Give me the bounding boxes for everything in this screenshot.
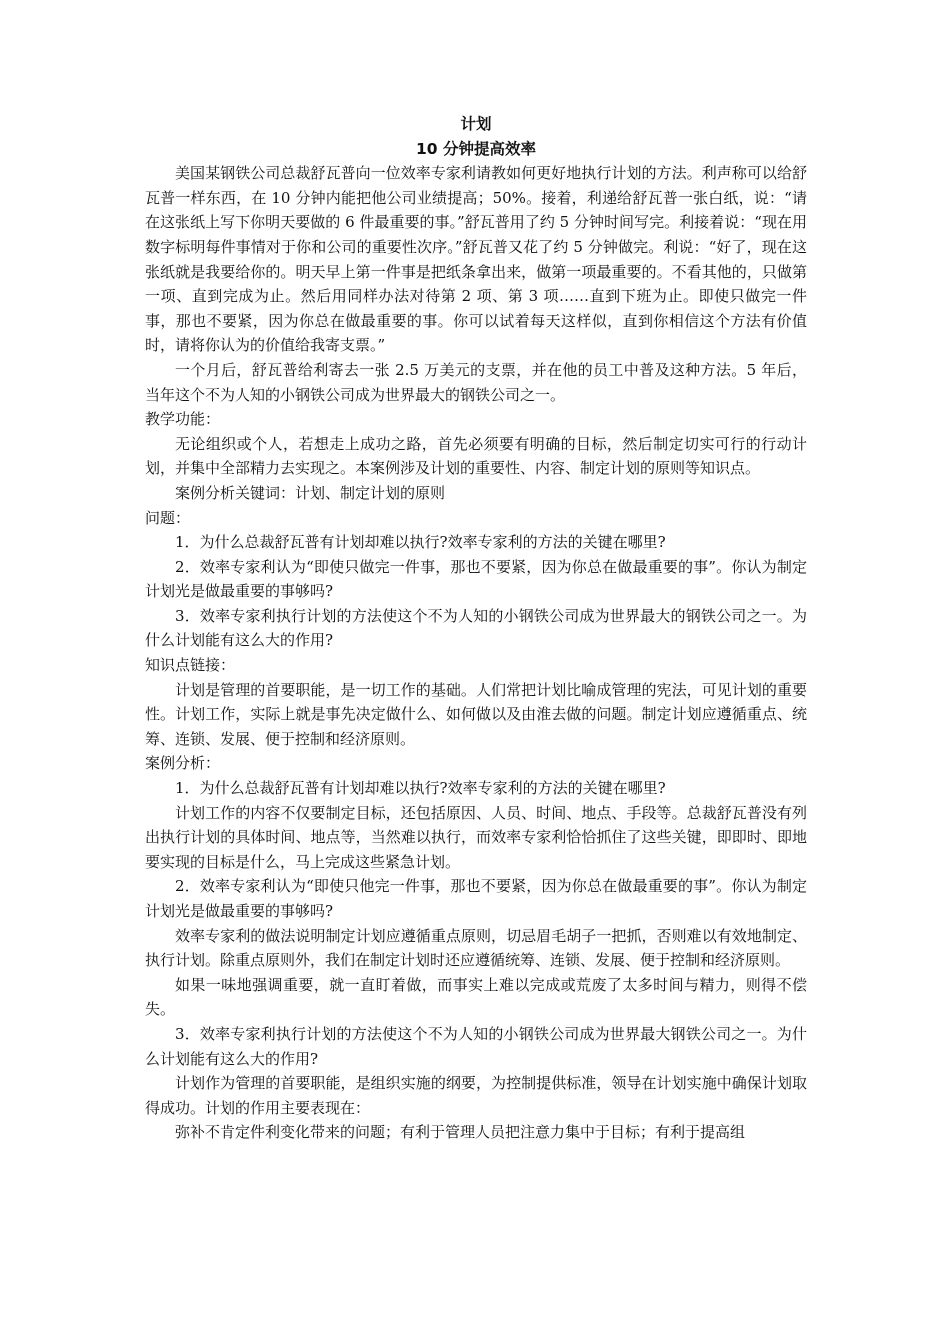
paragraph: 效率专家利的做法说明制定计划应遵循重点原则，切忌眉毛胡子一把抓，否则难以有效地制定、执行计划。除重点原则外，我们在制定计划时还应遵循统筹、连锁、发展、便于控制和经济原则。 <box>145 926 807 970</box>
paragraph: 如果一味地强调重要，就一直盯着做，而事实上难以完成或荒废了太多时间与精力，则得不偿失。 <box>145 975 807 1019</box>
paragraph: 1．为什么总裁舒瓦普有计划却难以执行?效率专家利的方法的关键在哪里? <box>175 779 666 798</box>
section-heading: 问题： <box>145 508 191 527</box>
paragraph: 一个月后，舒瓦普给利寄去一张 2.5 万美元的支票，并在他的员工中普及这种方法。5 年后，当年这个不为人知的小钢铁公司成为世界最大的钢铁公司之一。 <box>145 360 807 404</box>
paragraph: 计划是管理的首要职能，是一切工作的基础。人们常把计划比喻成管理的宪法，可见计划的重要性。计划工作，实际上就是事先决定做什么、如何做以及由淮去做的问题。制定计划应遵循重点、统筹、连锁、发展、便于控制和经济原则。 <box>145 680 807 748</box>
document-subtitle: 10 分钟提高效率 <box>416 139 536 158</box>
paragraph: 3．效率专家利执行计划的方法使这个不为人知的小钢铁公司成为世界最大的钢铁公司之一。为什么计划能有这么大的作用? <box>145 606 807 650</box>
paragraph: 案例分析关键词：计划、制定计划的原则 <box>175 483 446 502</box>
document-body <box>145 161 807 1145</box>
paragraph: 2．效率专家利认为“即使只他完一件事，那也不要紧，因为你总在做最重要的事”。你认为制定计划光是做最重要的事够吗? <box>145 877 807 920</box>
section-heading: 案例分析： <box>145 754 221 773</box>
paragraph: 2．效率专家利认为“即使只做完一件事，那也不要紧，因为你总在做最重要的事”。你认为制定计划光是做最重要的事够吗? <box>145 557 807 601</box>
paragraph: 计划工作的内容不仅要制定目标，还包括原因、人员、时间、地点、手段等。总裁舒瓦普没有列出执行计划的具体时间、地点等，当然难以执行，而效率专家利恰恰抓住了这些关键，即即时、即地要实现的目标是什么，马上完成这些紧急计划。 <box>145 803 807 871</box>
document-title: 计划 <box>460 115 492 133</box>
paragraph: 3．效率专家利执行计划的方法使这个不为人知的小钢铁公司成为世界最大钢铁公司之一。为什么计划能有这么大的作用? <box>145 1024 807 1068</box>
paragraph: 美国某钢铁公司总裁舒瓦普向一位效率专家利请教如何更好地执行计划的方法。利声称可以给舒瓦普一样东西，在 10 分钟内能把他公司业绩提高；50%。接着，利递给舒瓦普一张白纸，说：“请在这张纸上写下你明天要做的 6 件最重要的事。”舒瓦普用了约 5 分钟时间写完。利接着说：“现在用数字标明每件事情对于你和公司的重要性次序。”舒瓦普又花了约 5 分钟做完。利说：“好了，现在这张纸就是我要给你的。明天早上第一件事是把纸条拿出来，做第一项最重要的。不看其他的，只做第一项、直到完成为止。然后用同样办法对待第 2 项、第 3 项……直到下班为止。即使只做完一件事，那也不要紧，因为你总在做最重要的事。你可以试着每天这样似，直到你相信这个方法有价值时，请将你认为的价值给我寄支票。” <box>145 164 807 355</box>
paragraph: 无论组织或个人，若想走上成功之路，首先必须要有明确的目标，然后制定切实可行的行动计划，并集中全部精力去实现之。本案例涉及计划的重要性、内容、制定计划的原则等知识点。 <box>145 434 807 478</box>
section-heading: 教学功能： <box>145 410 221 429</box>
paragraph: 1．为什么总裁舒瓦普有计划却难以执行?效率专家利的方法的关键在哪里? <box>175 533 666 552</box>
paragraph: 弥补不肯定件利变化带来的问题；有利于管理人员把注意力集中于目标；有利于提高组 <box>175 1123 746 1142</box>
paragraph: 计划作为管理的首要职能，是组织实施的纲要，为控制提供标准，领导在计划实施中确保计划取得成功。计划的作用主要表现在： <box>145 1074 807 1117</box>
document-page <box>145 112 807 1145</box>
section-heading: 知识点链接： <box>145 656 236 675</box>
